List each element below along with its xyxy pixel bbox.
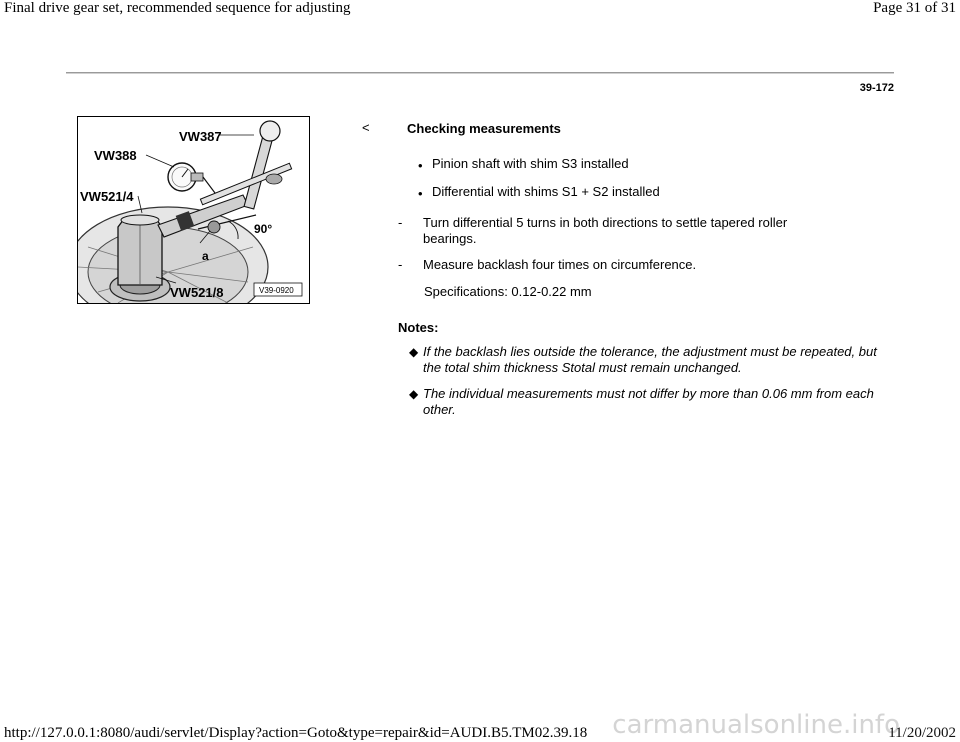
notes-list — [409, 344, 889, 428]
label-vw521-8: VW521/8 — [170, 285, 224, 300]
label-vw388: VW388 — [94, 148, 137, 163]
conditions-list — [418, 156, 660, 212]
list-item: • Differential with shims S1 + S2 installed — [418, 184, 660, 201]
watermark: carmanualsonline.info — [612, 710, 900, 740]
bullet-dot-icon: • — [418, 186, 423, 201]
footer-url-link[interactable]: http://127.0.0.1:8080/audi/servlet/Display?action=Goto&type=repair&id=AUDI.B5.TM02.39.18 — [4, 725, 588, 741]
label-vw521-4: VW521/4 — [80, 189, 134, 204]
list-item: • Pinion shaft with shim S3 installed — [418, 156, 629, 173]
step-marker: - — [398, 257, 403, 272]
section-heading: Checking measurements — [407, 121, 561, 136]
label-vw387: VW387 — [179, 129, 222, 144]
measurement-illustration — [77, 116, 310, 304]
procedure-steps — [398, 215, 838, 283]
illustration-svg — [78, 117, 309, 303]
page-indicator: Page 31 of 31 — [873, 0, 956, 16]
header-title: Final drive gear set, recommended sequence for adjusting — [4, 0, 351, 16]
header-divider — [66, 72, 894, 74]
procedure-step: - Measure backlash four times on circumference. — [398, 257, 697, 272]
bullet-dot-icon: • — [418, 158, 423, 173]
figure-pointer-arrow: < — [362, 120, 370, 135]
note-item: ◆ If the backlash lies outside the tolerance, the adjustment must be repeated, but the total shim thickness Stotal must remain unchanged. — [409, 344, 877, 375]
label-a: a — [202, 249, 209, 263]
diamond-bullet-icon: ◆ — [409, 387, 419, 401]
notes-heading: Notes: — [398, 320, 439, 335]
figure-code: V39-0920 — [259, 286, 294, 295]
note-item: ◆ The individual measurements must not differ by more than 0.06 mm from each other. — [409, 386, 874, 417]
footer-date: 11/20/2002 — [888, 725, 956, 741]
label-angle: 90° — [254, 222, 273, 236]
procedure-step: - Turn differential 5 turns in both directions to settle tapered roller bearings. — [398, 215, 788, 246]
specification-value: Specifications: 0.12-0.22 mm — [424, 284, 592, 299]
step-marker: - — [398, 215, 403, 230]
diamond-bullet-icon: ◆ — [409, 345, 419, 359]
document-number: 39-172 — [859, 82, 894, 94]
